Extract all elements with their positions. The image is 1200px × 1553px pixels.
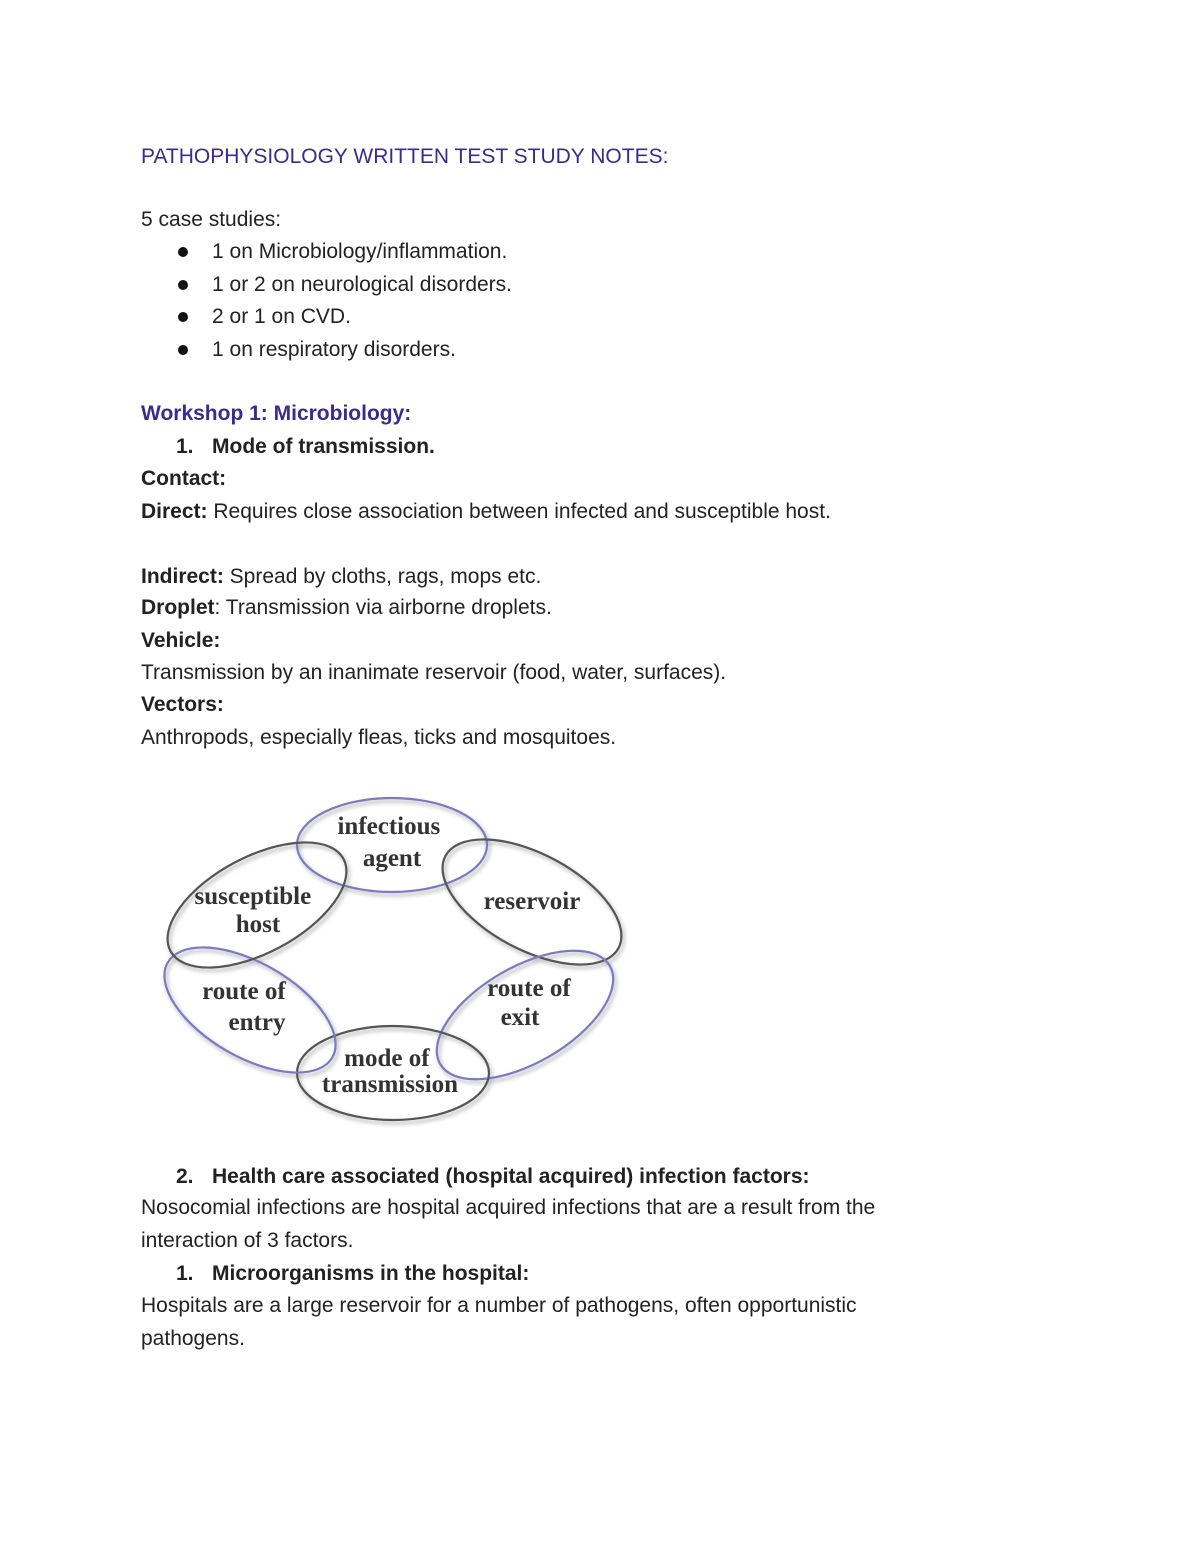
route-of-entry-label <box>202 978 292 1036</box>
list-item: 1 on respiratory disorders. <box>212 338 456 361</box>
list-item: 2 or 1 on CVD. <box>212 305 351 328</box>
document-title: PATHOPHYSIOLOGY WRITTEN TEST STUDY NOTES: <box>141 145 669 168</box>
route-of-entry-line-1: route of <box>202 978 286 1005</box>
infectious-agent-label <box>337 813 446 872</box>
infectious-agent-line-1: infectious <box>337 813 441 840</box>
direct-text: Requires close association between infected and susceptible host. <box>207 500 831 523</box>
section-number: 2. <box>176 1165 194 1188</box>
indirect-paragraph <box>141 564 541 590</box>
vectors-text: Anthropods, especially fleas, ticks and mosquitoes. <box>141 726 617 749</box>
susceptible-host-line-1: susceptible <box>194 883 312 910</box>
hospitals-text-line-1: Hospitals are a large reservoir for a number of pathogens, often opportunistic <box>141 1294 857 1317</box>
route-of-entry-line-2: entry <box>228 1009 286 1036</box>
vehicle-label: Vehicle: <box>141 629 221 652</box>
reservoir-label <box>484 888 581 915</box>
indirect-label: Indirect: <box>141 565 224 588</box>
route-of-exit-label <box>487 975 577 1031</box>
vectors-label: Vectors: <box>141 693 224 716</box>
intro-text: 5 case studies: <box>141 208 282 231</box>
infectious-agent-line-2: agent <box>362 845 422 872</box>
direct-paragraph <box>141 499 831 525</box>
bullet-icon <box>178 312 188 322</box>
subsection-number: 1. <box>176 1262 194 1285</box>
list-item: 1 or 2 on neurological disorders. <box>212 273 513 296</box>
chain-of-infection-diagram <box>160 790 640 1130</box>
reservoir-line-1: reservoir <box>483 888 581 915</box>
bullet-icon <box>178 247 188 257</box>
section-number: 1. <box>176 435 194 458</box>
indirect-text: Spread by cloths, rags, mops etc. <box>223 565 542 588</box>
hospitals-text-line-2: pathogens. <box>141 1327 245 1350</box>
droplet-label: Droplet <box>141 596 215 619</box>
nosocomial-text-line-1: Nosocomial infections are hospital acquired infections that are a result from the <box>141 1196 876 1219</box>
susceptible-host-line-2: host <box>235 911 281 938</box>
susceptible-host-label <box>195 883 318 938</box>
droplet-text: : Transmission via airborne droplets. <box>214 596 552 619</box>
mode-of-transmission-line-1: mode of <box>344 1045 430 1072</box>
mode-of-transmission-line-2: transmission <box>321 1071 459 1098</box>
route-of-exit-line-2: exit <box>500 1004 540 1031</box>
bullet-icon <box>178 280 188 290</box>
bullet-icon <box>178 345 188 355</box>
droplet-paragraph <box>141 595 552 621</box>
section-title: Mode of transmission. <box>212 435 435 458</box>
workshop-heading: Workshop 1: Microbiology: <box>141 402 412 425</box>
route-of-exit-line-1: route of <box>487 975 571 1002</box>
direct-label: Direct: <box>141 500 208 523</box>
list-item: 1 on Microbiology/inflammation. <box>212 240 508 263</box>
subsection-title: Microorganisms in the hospital: <box>212 1262 530 1285</box>
vehicle-text: Transmission by an inanimate reservoir (food, water, surfaces). <box>141 661 727 684</box>
nosocomial-text-line-2: interaction of 3 factors. <box>141 1229 354 1252</box>
contact-label: Contact: <box>141 467 227 490</box>
section-title: Health care associated (hospital acquired) infection factors: <box>212 1165 810 1188</box>
